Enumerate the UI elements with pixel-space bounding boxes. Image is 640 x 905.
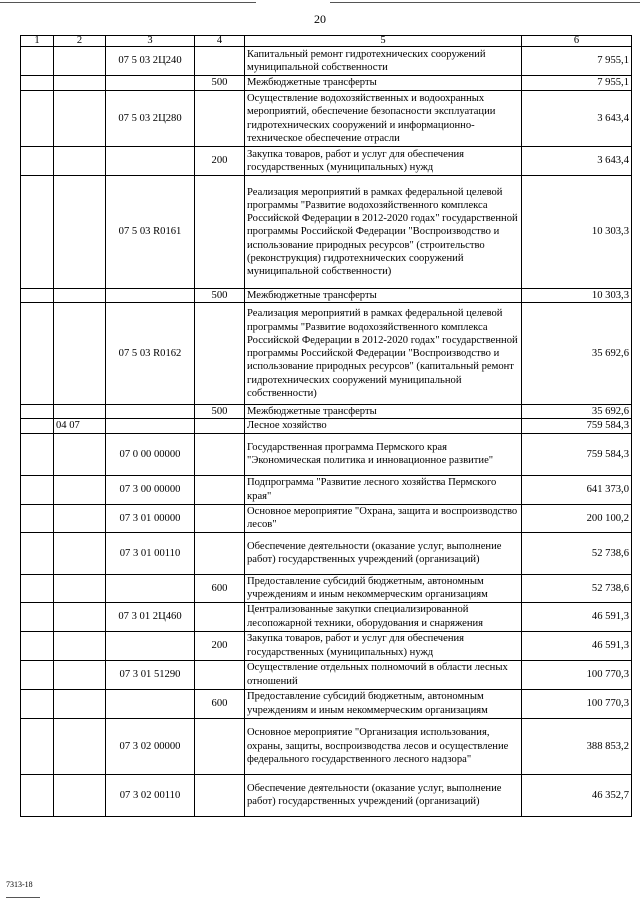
cell-description: Основное мероприятие "Организация использования, охраны, защиты, воспроизводства лесов и осуществление федерального государственного лесного надзора" [245,718,522,774]
table-row [21,433,632,475]
cell-col1 [21,303,54,405]
cell-expense-type [195,176,245,289]
cell-description: Осуществление отдельных полномочий в области лесных отношений [245,660,522,689]
cell-amount: 7 955,1 [522,76,632,91]
cell-description: Закупка товаров, работ и услуг для обеспечения государственных (муниципальных) нужд [245,147,522,176]
cell-amount: 759 584,3 [522,419,632,433]
cell-amount: 35 692,6 [522,303,632,405]
table-row [21,574,632,602]
cell-target-code [106,289,195,303]
cell-section [54,574,106,602]
cell-expense-type [195,303,245,405]
cell-expense-type: 200 [195,631,245,660]
cell-col1 [21,602,54,631]
cell-section [54,176,106,289]
cell-amount: 100 770,3 [522,689,632,718]
cell-amount: 52 738,6 [522,574,632,602]
column-header: 4 [195,36,245,47]
cell-col1 [21,289,54,303]
cell-col1 [21,689,54,718]
table-row [21,289,632,303]
cell-target-code [106,76,195,91]
cell-expense-type [195,602,245,631]
table-row [21,475,632,504]
cell-amount: 10 303,3 [522,289,632,303]
cell-amount: 388 853,2 [522,718,632,774]
cell-target-code: 07 3 01 00110 [106,532,195,574]
cell-expense-type: 500 [195,405,245,419]
cell-col1 [21,176,54,289]
top-rule-left [0,2,256,3]
cell-col1 [21,660,54,689]
cell-target-code: 07 5 03 2Ц280 [106,91,195,147]
cell-section [54,631,106,660]
cell-target-code: 07 5 03 2Ц240 [106,47,195,76]
table-row [21,76,632,91]
cell-section [54,475,106,504]
cell-amount: 46 352,7 [522,774,632,816]
table-row [21,419,632,433]
cell-description: Государственная программа Пермского края "Экономическая политика и инновационное развитие" [245,433,522,475]
cell-section [54,660,106,689]
table-row [21,602,632,631]
cell-description: Закупка товаров, работ и услуг для обеспечения государственных (муниципальных) нужд [245,631,522,660]
cell-col1 [21,76,54,91]
cell-section [54,91,106,147]
cell-target-code [106,405,195,419]
cell-expense-type [195,91,245,147]
cell-description: Подпрограмма "Развитие лесного хозяйства Пермского края" [245,475,522,504]
cell-section [54,289,106,303]
cell-col1 [21,419,54,433]
cell-description: Межбюджетные трансферты [245,76,522,91]
cell-expense-type [195,532,245,574]
cell-amount: 10 303,3 [522,176,632,289]
cell-section [54,774,106,816]
cell-col1 [21,47,54,76]
table-row [21,689,632,718]
table-row [21,660,632,689]
cell-col1 [21,774,54,816]
cell-section [54,433,106,475]
cell-col1 [21,91,54,147]
cell-section [54,602,106,631]
cell-amount: 200 100,2 [522,504,632,532]
cell-col1 [21,433,54,475]
cell-section [54,504,106,532]
cell-description: Основное мероприятие "Охрана, защита и воспроизводство лесов" [245,504,522,532]
table-row [21,774,632,816]
cell-col1 [21,504,54,532]
cell-description: Предоставление субсидий бюджетным, автономным учреждениям и иным некоммерческим организациям [245,574,522,602]
cell-section [54,303,106,405]
cell-col1 [21,147,54,176]
cell-description: Межбюджетные трансферты [245,405,522,419]
header-row [21,36,632,47]
cell-expense-type: 600 [195,689,245,718]
cell-section [54,405,106,419]
cell-target-code: 07 5 03 R0162 [106,303,195,405]
cell-target-code: 07 5 03 R0161 [106,176,195,289]
table-row [21,91,632,147]
cell-target-code [106,631,195,660]
table-row [21,47,632,76]
cell-target-code: 07 3 01 2Ц460 [106,602,195,631]
cell-expense-type [195,475,245,504]
cell-target-code: 07 3 02 00110 [106,774,195,816]
cell-description: Осуществление водохозяйственных и водоохранных мероприятий, обеспечение безопасности эксплуатации гидротехнических сооружений и информационно-техническое обеспечение отрасли [245,91,522,147]
table-row [21,718,632,774]
cell-col1 [21,405,54,419]
cell-target-code [106,689,195,718]
cell-description: Межбюджетные трансферты [245,289,522,303]
cell-description: Капитальный ремонт гидротехнических сооружений муниципальной собственности [245,47,522,76]
cell-amount: 35 692,6 [522,405,632,419]
cell-expense-type: 600 [195,574,245,602]
cell-amount: 100 770,3 [522,660,632,689]
cell-expense-type [195,660,245,689]
cell-description: Лесное хозяйство [245,419,522,433]
cell-col1 [21,532,54,574]
table-row [21,631,632,660]
cell-section: 04 07 [54,419,106,433]
cell-amount: 46 591,3 [522,602,632,631]
cell-col1 [21,718,54,774]
column-header: 3 [106,36,195,47]
table-row [21,147,632,176]
cell-description: Централизованные закупки специализированной лесопожарной техники, оборудования и снаряжения [245,602,522,631]
footer-rule [6,897,40,898]
cell-target-code [106,147,195,176]
cell-target-code [106,419,195,433]
table-body [21,47,632,817]
cell-col1 [21,631,54,660]
cell-target-code: 07 3 00 00000 [106,475,195,504]
cell-expense-type [195,774,245,816]
table-row [21,532,632,574]
cell-col1 [21,475,54,504]
cell-amount: 759 584,3 [522,433,632,475]
cell-section [54,76,106,91]
cell-expense-type [195,433,245,475]
cell-section [54,47,106,76]
cell-amount: 46 591,3 [522,631,632,660]
cell-target-code: 07 3 01 00000 [106,504,195,532]
table-row [21,303,632,405]
column-header: 1 [21,36,54,47]
cell-expense-type: 500 [195,289,245,303]
cell-expense-type: 200 [195,147,245,176]
cell-description: Обеспечение деятельности (оказание услуг, выполнение работ) государственных учреждений (организаций) [245,774,522,816]
cell-section [54,532,106,574]
cell-col1 [21,574,54,602]
cell-section [54,689,106,718]
cell-section [54,147,106,176]
cell-description: Обеспечение деятельности (оказание услуг, выполнение работ) государственных учреждений (организаций) [245,532,522,574]
cell-target-code: 07 3 02 00000 [106,718,195,774]
cell-amount: 52 738,6 [522,532,632,574]
cell-description: Реализация мероприятий в рамках федеральной целевой программы "Развитие водохозяйственного комплекса Российской Федерации в 2012-2020 годах" государственной программы Российской Федерации "Воспроизводство и использование природных ресурсов" (строительство (реконструкция) гидротехнических сооружений муниципальной собственности) [245,176,522,289]
cell-description: Реализация мероприятий в рамках федеральной целевой программы "Развитие водохозяйственного комплекса Российской Федерации в 2012-2020 годах" государственной программы Российской Федерации "Воспроизводство и использование природных ресурсов" (капитальный ремонт гидротехнических сооружений муниципальной собственности) [245,303,522,405]
cell-amount: 7 955,1 [522,47,632,76]
cell-expense-type: 500 [195,76,245,91]
cell-expense-type [195,504,245,532]
table-row [21,176,632,289]
cell-amount: 3 643,4 [522,91,632,147]
document-footer-code: 7313-18 [6,880,33,889]
column-header: 5 [245,36,522,47]
table-row [21,504,632,532]
cell-expense-type [195,47,245,76]
cell-target-code: 07 3 01 51290 [106,660,195,689]
cell-amount: 3 643,4 [522,147,632,176]
cell-amount: 641 373,0 [522,475,632,504]
table-row [21,405,632,419]
cell-expense-type [195,419,245,433]
cell-expense-type [195,718,245,774]
column-header: 6 [522,36,632,47]
page-number: 20 [314,12,326,26]
cell-target-code: 07 0 00 00000 [106,433,195,475]
column-header: 2 [54,36,106,47]
cell-description: Предоставление субсидий бюджетным, автономным учреждениям и иным некоммерческим организациям [245,689,522,718]
cell-target-code [106,574,195,602]
top-rule-right [330,2,640,3]
cell-section [54,718,106,774]
budget-table [20,35,632,817]
